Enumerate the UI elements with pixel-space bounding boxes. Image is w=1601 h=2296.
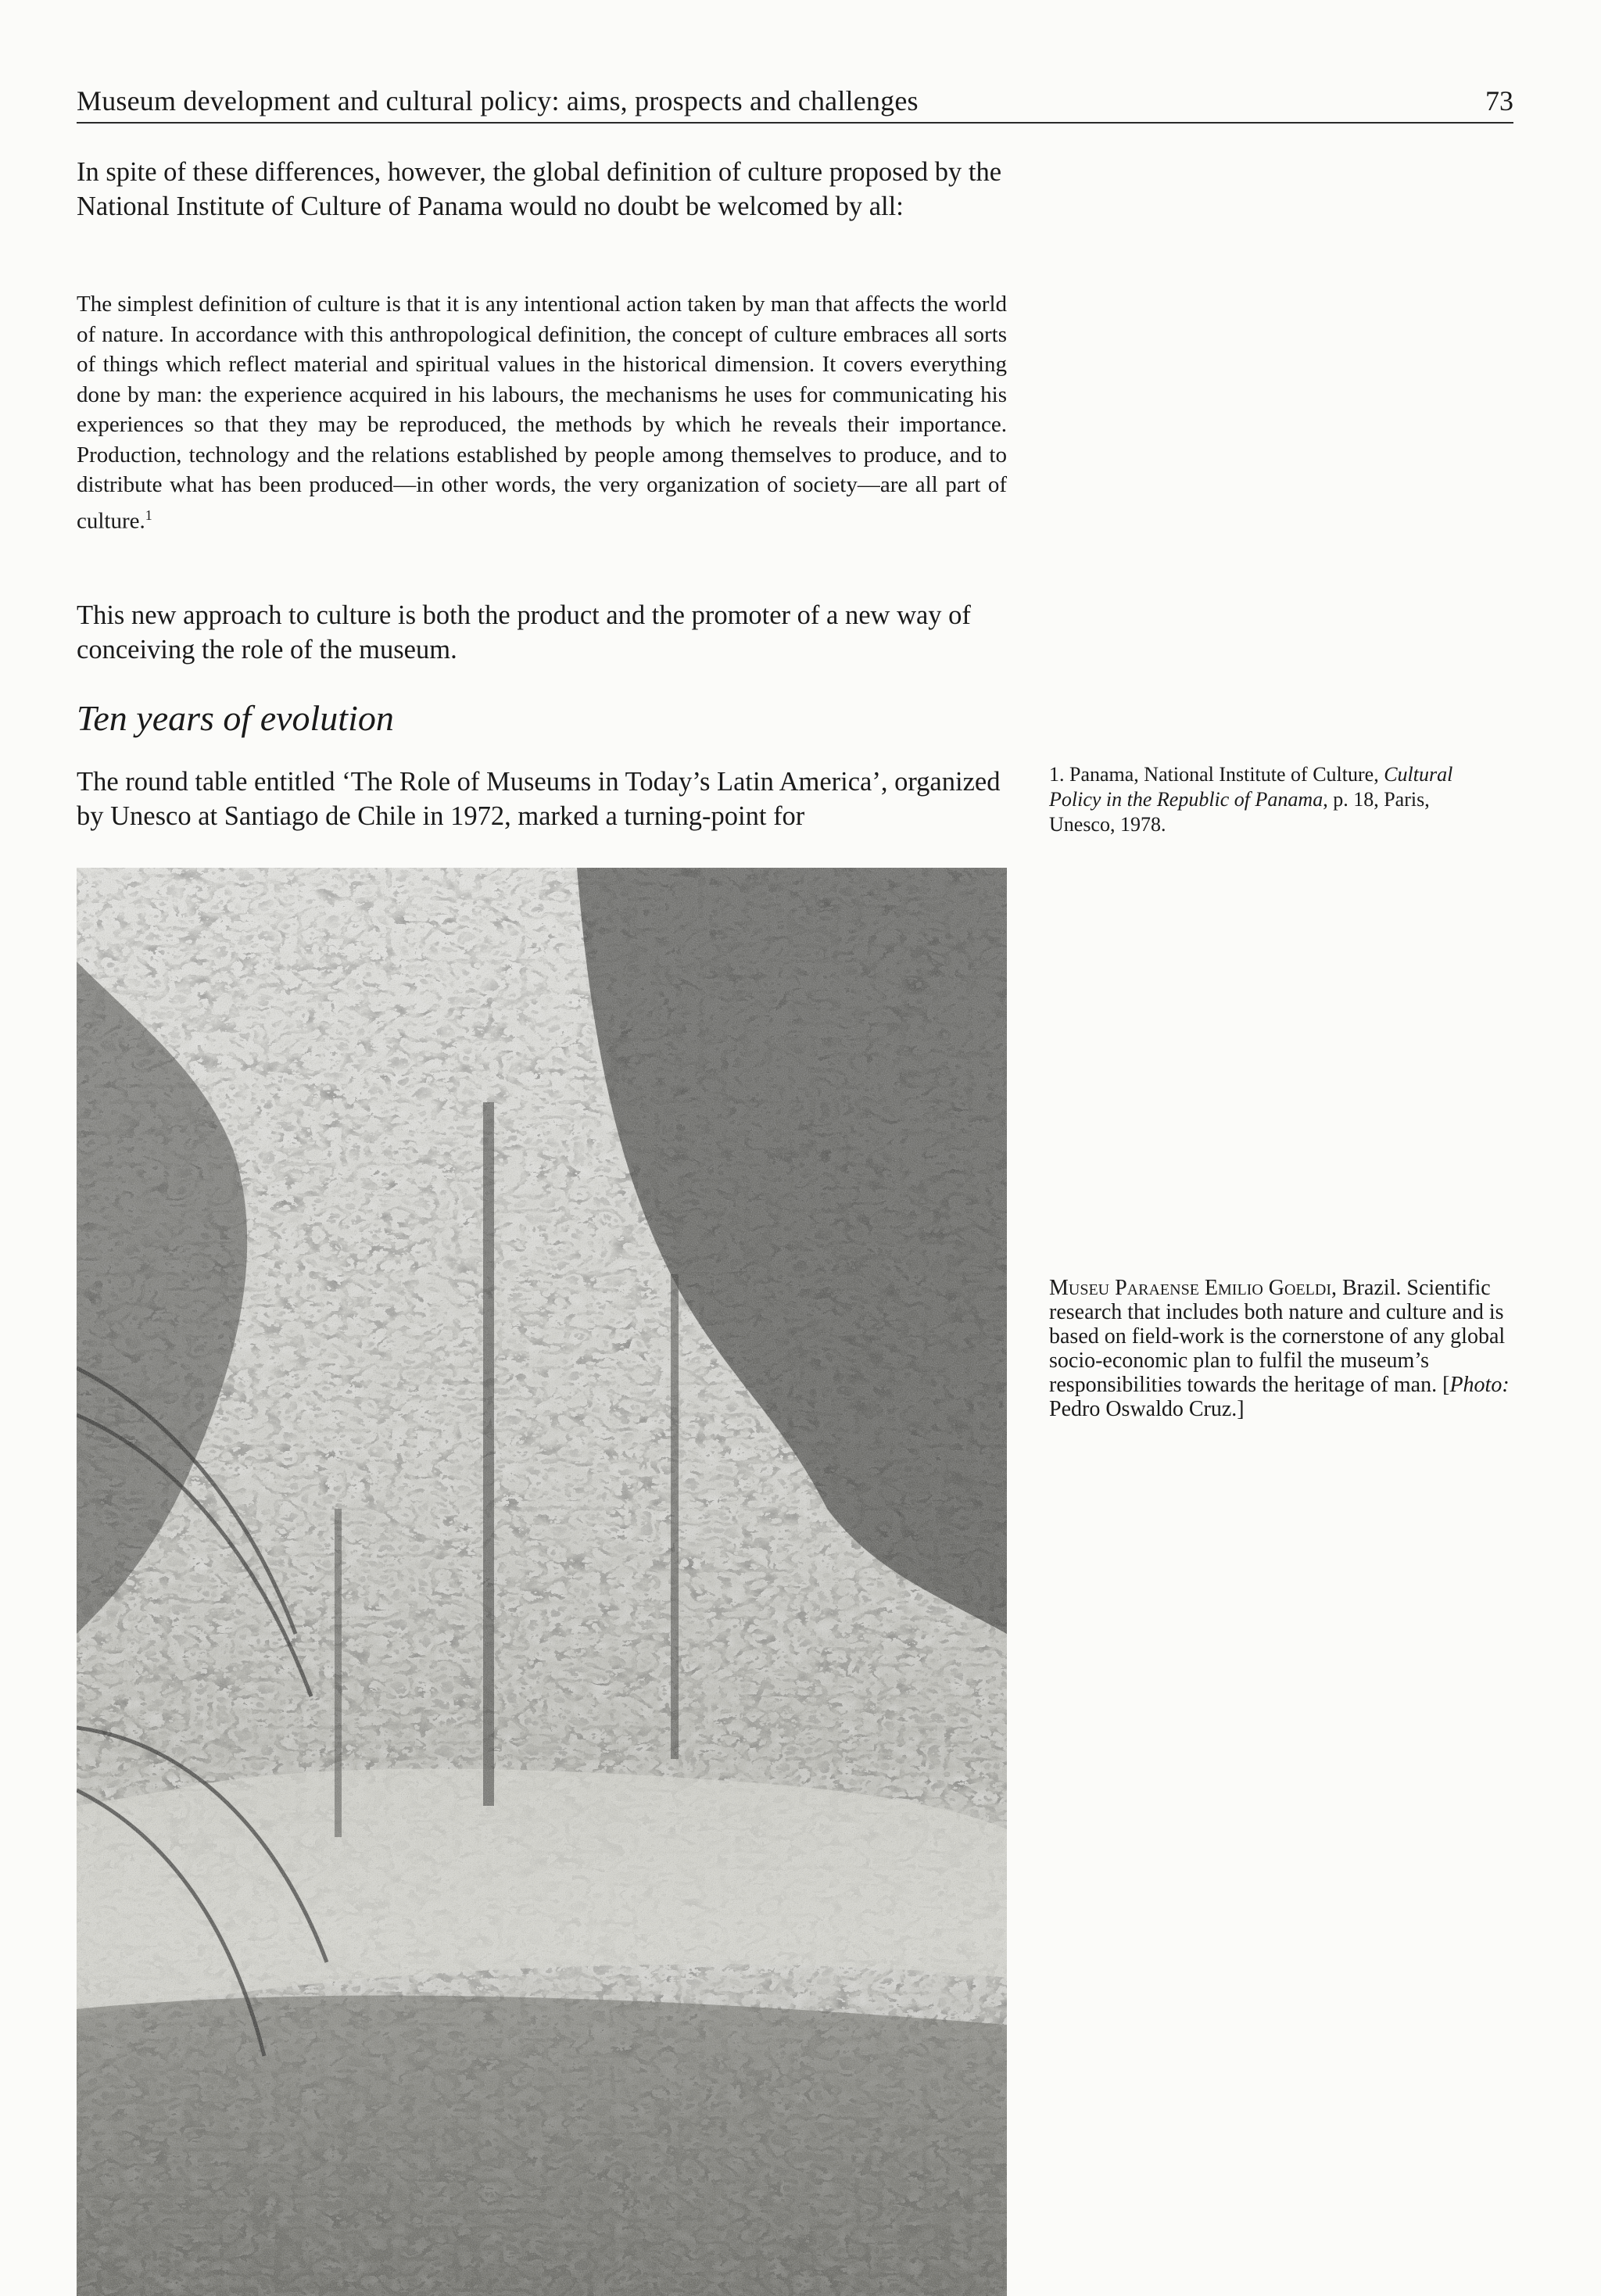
photo-caption (1049, 1276, 1518, 1421)
caption-location: , Brazil. (1331, 1276, 1402, 1300)
caption-credit-label: Photo: (1449, 1373, 1510, 1397)
body-paragraph-1: In spite of these differences, however, the global definition of culture proposed by the National Institute of Culture of Panama would no doubt be welcomed by all: (77, 157, 1002, 221)
footnote-title: Cultural Policy in the Republic of Panama (1049, 763, 1453, 811)
footnote-text-before: Panama, National Institute of Culture, (1069, 763, 1379, 786)
caption-text: Scientific research that includes both nature and culture and is based on field-work is the cornerstone of any global socio-economic plan to fulfil the museum’s responsibilities towards the heritage of man. (1049, 1276, 1506, 1397)
photo-illustration (77, 868, 1007, 2296)
footnote-ref: 1 (145, 507, 152, 523)
caption-museum-name: Museu Paraense Emilio Goeldi (1049, 1276, 1331, 1300)
page-number: 73 (1485, 85, 1513, 116)
section-heading: Ten years of evolution (77, 698, 394, 738)
footnote-text-after: , p. 18, Paris, Unesco, 1978. (1049, 788, 1430, 836)
block-quote (77, 289, 1007, 536)
rainforest-pond-photo (77, 868, 1007, 2296)
running-header (77, 84, 1513, 124)
footnote-number: 1. (1049, 763, 1065, 786)
block-quote-text: The simplest definition of culture is that it is any intentional action taken by man that affects the world of nature. In accordance with this anthropological definition, the concept of culture embraces all sorts of things which reflect material and spiritual values in the historical dimension. It covers everything done by man: the experience acquired in his labours, the mechanisms he uses for communicating his experiences so that they may be reproduced, the methods by which he reveals their importance. Production, technology and the relations established by people among themselves to produce, and to distribute what has been produced—in other words, the very organization of society—are all part of culture. (77, 292, 1007, 534)
footnote (1049, 762, 1487, 837)
running-title: Museum development and cultural policy: aims, prospects and challenges (77, 85, 919, 116)
caption-credit-name: Pedro Oswaldo Cruz.] (1049, 1397, 1245, 1421)
body-paragraph-3: The round table entitled ‘The Role of Museums in Today’s Latin America’, organized by Unesco at Santiago de Chile in 1972, marked a turning-point for (77, 767, 1001, 831)
body-paragraph-2: This new approach to culture is both the product and the promoter of a new way of conceiving the role of the museum. (77, 600, 971, 664)
caption-credit-open: [ (1442, 1373, 1450, 1397)
